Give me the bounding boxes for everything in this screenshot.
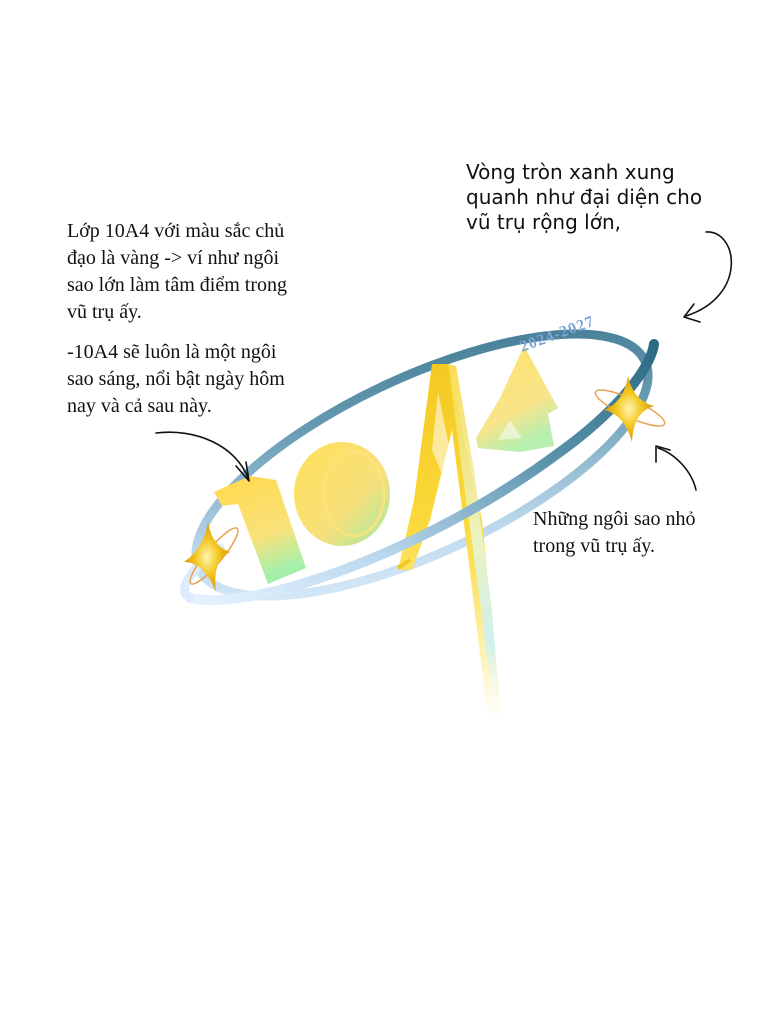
note-shining-star: -10A4 sẽ luôn là một ngôi sao sáng, nổi bật ngày hôm nay và cả sau này. bbox=[67, 341, 285, 417]
note-blue-ring: Vòng tròn xanh xung quanh như đại diện cho vũ trụ rộng lớn, bbox=[466, 160, 703, 234]
year-label: 2024-2027 bbox=[517, 312, 597, 356]
star-left-icon bbox=[184, 522, 243, 592]
arrow-bottom-right-icon bbox=[656, 446, 696, 490]
digit-one bbox=[214, 476, 306, 584]
note-small-stars: Những ngôi sao nhỏ trong vũ trụ ấy. bbox=[533, 508, 696, 557]
star-right-icon bbox=[592, 376, 668, 442]
note-class-color: Lớp 10A4 với màu sắc chủ đạo là vàng -> ví như ngôi sao lớn làm tâm điểm trong vũ trụ ấy. bbox=[67, 220, 287, 323]
digit-zero bbox=[294, 442, 390, 546]
digit-four bbox=[476, 346, 558, 452]
arrow-top-right-icon bbox=[684, 232, 731, 322]
arrow-left-icon bbox=[156, 432, 249, 481]
